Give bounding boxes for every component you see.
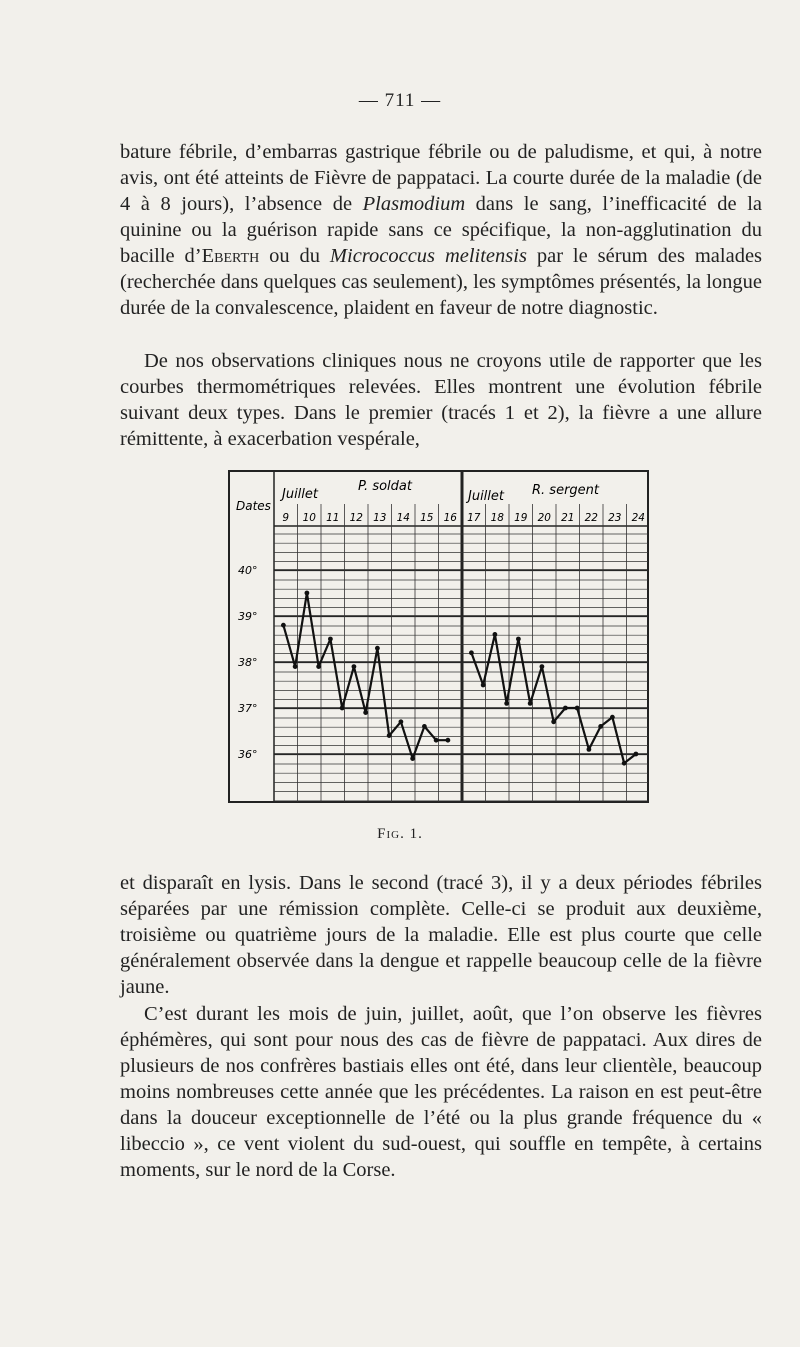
temperature-point [422,724,427,729]
temperature-tick-label: 38° [238,656,258,669]
temperature-point [622,761,627,766]
temperature-point [528,701,533,706]
temperature-point [598,724,603,729]
chart-svg [228,470,650,806]
day-tick-label: 9 [282,512,290,524]
temperature-point [446,738,451,743]
panel-2-month-label: Juillet [468,489,505,504]
temperature-point [387,733,392,738]
temperature-point [610,715,615,720]
temperature-point [540,664,545,669]
panel-2-patient-label: R. sergent [532,483,599,498]
paragraph-2-text: De nos observations cliniques nous ne croyons utile de rapporter que les courbes thermométriques relevées. Elles montrent une évolution fébrile suivant deux types. Dans le premier (tracés 1 et 2), la fièvre a une allure rémittente, à exacerbation vespérale, [120,350,762,450]
temperature-point [305,591,310,596]
text-run: par le sérum des malades (recherchée dans quelques cas seulement), les symptômes présentés, la longue durée de la convalescence, plaident en faveur de notre diagnostic. [120,245,763,319]
day-tick-label: 14 [396,512,410,524]
temperature-point [563,706,568,711]
temperature-point [587,747,592,752]
row-header-label: Dates [236,499,271,513]
paragraph-1 [120,139,762,321]
paragraph-4 [120,1001,762,1183]
italic-term: Plasmodium [362,193,466,215]
day-tick-label: 18 [490,512,504,524]
paragraph-3-text: et disparaît en lysis. Dans le second (tracé 3), il y a deux périodes fébriles séparées par une rémission complète. Celle-ci se produit aux deuxième, troisième ou quatrième jours de la maladie. Elle est plus courte que celle généralement observée dans la dengue et rappelle beaucoup celle de la fièvre jaune. [120,872,762,998]
temperature-point [469,650,474,655]
day-tick-label: 23 [608,512,622,524]
day-tick-label: 10 [302,512,316,524]
temperature-point [493,632,498,637]
temperature-labels [238,564,258,761]
text-run: bature fébrile, d’embarras gastrique fébrile ou de paludisme, et qui, à notre avis, ont été atteints de Fièvre de pappataci. La courte durée de la maladie (de 4 à 8 jours), l’absence de [120,141,762,215]
day-tick-label: 19 [514,512,528,524]
panel-1-month-label: Juillet [282,487,319,502]
temperature-point [434,738,439,743]
temperature-point [281,623,286,628]
temperature-point [410,756,415,761]
temperature-tick-label: 37° [238,702,258,715]
temperature-point [316,664,321,669]
italic-term: Micrococcus melitensis [329,245,527,267]
temperature-tick-label: 40° [238,564,258,577]
temperature-point [481,683,486,688]
day-tick-label: 13 [373,512,387,524]
temperature-point [328,637,333,642]
day-tick-label: 20 [537,512,551,524]
paragraph-4-text: C’est durant les mois de juin, juillet, août, que l’on observe les fièvres éphémères, qui sont pour nous des cas de fièvre de pappataci. Aux dires de plusieurs de nos confrères bastiais elles ont été, dans leur clientèle, beaucoup moins nombreuses cette année que les précédentes. La raison en est peut-être dans la douceur exceptionnelle de l’été ou la plus grande fréquence du « libeccio », ce vent violent du sud-ouest, qui souffle en tempête, à certains moments, sur le nord de la Corse. [120,1003,762,1181]
temperature-point [575,706,580,711]
temperature-tick-label: 39° [238,610,258,623]
temperature-point [504,701,509,706]
temperature-point [399,719,404,724]
day-labels [282,512,645,524]
day-tick-label: 24 [631,512,645,524]
smallcaps-name: Eberth [201,245,260,267]
day-tick-label: 15 [420,512,434,524]
temperature-point [375,646,380,651]
text-run: ou du [259,245,330,267]
page-number: — 711 — [358,90,442,111]
temperature-line-1 [283,593,448,759]
text-run: dans le sang, l’inefficacité de la quinine ou la guérison rapide sans ce spécifique, la non-agglutination du bacille d’ [120,193,762,267]
temperature-chart [228,470,650,806]
day-tick-label: 21 [561,512,575,524]
figure-caption: Fig. 1. [377,826,423,842]
temperature-point [352,664,357,669]
temperature-point [634,752,639,757]
day-tick-label: 17 [467,512,481,524]
paragraph-3 [120,870,762,1000]
day-tick-label: 11 [326,512,340,524]
temperature-point [293,664,298,669]
temperature-point [516,637,521,642]
day-tick-label: 12 [349,512,363,524]
day-tick-label: 22 [584,512,598,524]
temperature-point [551,719,556,724]
panel-1-patient-label: P. soldat [358,479,412,494]
temperature-point [363,710,368,715]
temperature-point [340,706,345,711]
temperature-tick-label: 36° [238,748,258,761]
day-tick-label: 16 [443,512,457,524]
paragraph-2 [120,348,762,452]
